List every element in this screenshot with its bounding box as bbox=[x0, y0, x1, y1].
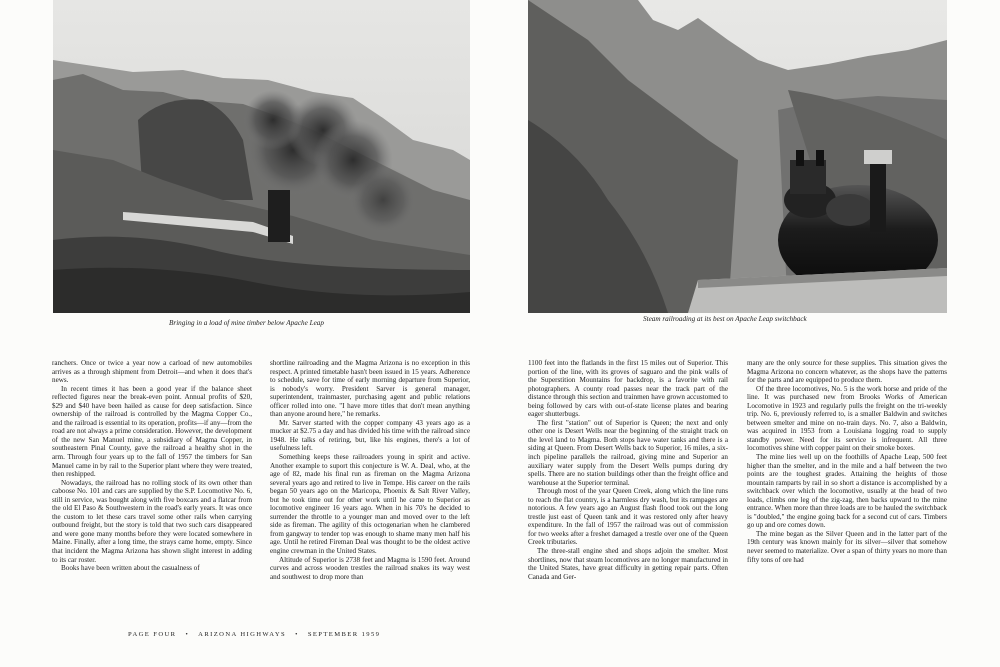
page-footer bbox=[128, 631, 380, 638]
right-photo bbox=[528, 0, 947, 313]
text-column-4 bbox=[747, 359, 947, 564]
paragraph: The first "station" out of Superior is Queen; the next and only other one is Desert Wells near the beginning of the straight track on the level land to Magma. Both stops have water tanks and there is a siding at Queen. From Desert Wells back to Superior, 16 miles, a six-inch pipeline parallels the railroad, giving mine and Superior an auxiliary water supply from the Desert Wells pumps during dry spells. There are no station buildings other than the freight office and warehouse at the Superior terminal. bbox=[528, 418, 728, 487]
left-photo bbox=[53, 0, 470, 313]
text-column-3 bbox=[528, 359, 728, 581]
left-photo-image bbox=[53, 0, 470, 313]
paragraph: many are the only source for these supplies. This situation gives the Magma Arizona no concern whatever, as the shops have the patterns for the parts and are equipped to produce them. bbox=[747, 359, 947, 385]
paragraph: The three-stall engine shed and shops adjoin the smelter. Most shortlines, now that steam locomotives are no longer manufactured in the United States, have great difficulty in getting repair parts. Often Canada and Ger- bbox=[528, 547, 728, 581]
paragraph: Altitude of Superior is 2738 feet and Magma is 1590 feet. Around curves and across wooden trestles the railroad snakes its way west and southwest to drop more than bbox=[270, 555, 470, 581]
paragraph: Of the three locomotives, No. 5 is the work horse and pride of the line. It was purchased new from Brooks Works of American Locomotive in 1923 and regularly pulls the freight on the tri-weekly trip. No. 6, previously referred to, is a smaller Baldwin and switches between smelter and mine on no-train days. No. 7, also a Baldwin, was acquired in 1953 from a Louisiana logging road to supply standby power. Need for its service is infrequent. All three locomotives shine with copper paint on their smoke boxes. bbox=[747, 384, 947, 453]
issue-date: SEPTEMBER 1959 bbox=[307, 631, 381, 638]
paragraph: The mine began as the Silver Queen and in the latter part of the 19th century was known mainly for its silver—silver that somehow never seemed to materialize. Over a span of thirty years no more than fifty tons of ore had bbox=[747, 529, 947, 564]
paragraph: 1100 feet into the flatlands in the first 15 miles out of Superior. This portion of the line, with its groves of saguaro and the pink walls of the Superstition Mountains for backdrop, is a favorite with rail photographers. A county road passes near the track part of the distance through this section and trainmen have grown accustomed to being followed by cars with out-of-state license plates and bearing eager shutterbugs. bbox=[528, 359, 728, 419]
left-photo-caption: Bringing in a load of mine timber below Apache Leap bbox=[169, 319, 324, 327]
paragraph: Books have been written about the casualness of bbox=[61, 564, 200, 573]
text-column-1 bbox=[52, 359, 252, 573]
paragraph: Through most of the year Queen Creek, along which the line runs to reach the flat country, is a harmless dry wash, but its rampages are notorious. A few years ago an August flash flood took out the long trestle just east of Queen tank and it was restored only after heavy expenditure. In the fall of 1957 the railroad was out of commission for two weeks after a freshet damaged a trestle over one of the Queen Creek tributaries. bbox=[528, 487, 728, 547]
paragraph: In recent times it has been a good year if the balance sheet reflected figures near the break-even point. Annual profits of $20, $29 and $40 have been hailed as cause for deep satisfaction. Since ownership of the railroad is controlled by the Magma Copper Co., and the railroad is essential to its operation, profits—if any—from the road are not always a prime consideration. However, the development of the new San Manuel mine, a subsidiary of Magma Copper, in southeastern Pinal County, gave the railroad a healthy shot in the arm. Through four years up to the fall of 1957 the timbers for San Manuel came in by rail to the Superior plant where they were treated, then reshipped. bbox=[52, 384, 252, 479]
paragraph: Nowadays, the railroad has no rolling stock of its own other than caboose No. 101 and cars are supplied by the S.P. Locomotive No. 6, still in service, was bought along with five boxcars and a flatcar from the old El Paso & Southwestern in the road's early years. It was once the custom to let these cars travel some other rails when carrying outbound freight, but the story is told that two such cars disappeared and were gone many months before they were located somewhere in Maine. Finally, after a long time, the strays came home, empty. Since that incident the Magma Arizona has shown slight interest in adding to its car roster. bbox=[52, 478, 252, 564]
paragraph: shortline railroading and the Magma Arizona is no exception in this respect. A printed timetable hasn't been issued in 15 years. Adherence to schedule, save for time of early morning departure from Superior, is nobody's worry. President Sarver is general manager, superintendent, trainmaster, purchasing agent and public relations officer rolled into one. "I have more titles that don't mean anything than anyone around here," he remarks. bbox=[270, 359, 470, 419]
footer-separator: • bbox=[185, 631, 190, 638]
paragraph: The mine lies well up on the foothills of Apache Leap, 500 feet higher than the smelter, and in the mile and a half between the two points are the toughest grades. Attaining the heights of those mountain ramparts by rail in so short a distance is accomplished by a switchback over which the locomotive, usually at the head of two loads, climbs one leg of the zig-zag, then backs upward to the mine entrance. When more than three loads are to be hauled the switchback is "doubled," the engine going back for a second cut of cars. Timbers go up and ore comes down. bbox=[747, 453, 947, 530]
magazine-name: ARIZONA HIGHWAYS bbox=[198, 631, 287, 638]
right-photo-caption: Steam railroading at its best on Apache Leap switchback bbox=[643, 315, 807, 323]
paragraph: Something keeps these railroaders young in spirit and active. Another example to suport this conjecture is W. A. Deal, who, at the age of 82, made his final run as fireman on the Magma Arizona several years ago and retired to live in Tempe. His career on the rails began 50 years ago on the Maricopa, Phoenix & Salt River Valley, but he took time out for other work until he came to Superior as locomotive engineer 16 years ago. When in his 70's he decided to surrender the throttle to a younger man and moved over to the left side as fireman. The agility of this octogenarian when he clambered from gangway to tender top was enough to shame many men half his age. Until he retired Fireman Deal was thought to be the oldest active engine crewman in the United States. bbox=[270, 453, 470, 556]
paragraph: ranchers. Once or twice a year now a carload of new automobiles arrives as a through shipment from Detroit—and when it does that's news. bbox=[52, 359, 252, 385]
paragraph: Mr. Sarver started with the copper company 43 years ago as a mucker at $2.75 a day and has divided his time with the railroad since 1948. He talks of retiring, but, like his engines, there's a lot of usefulness left. bbox=[270, 418, 470, 453]
page-number: PAGE FOUR bbox=[128, 631, 177, 638]
text-column-2 bbox=[270, 359, 470, 581]
right-photo-image bbox=[528, 0, 947, 313]
footer-separator: • bbox=[295, 631, 299, 638]
